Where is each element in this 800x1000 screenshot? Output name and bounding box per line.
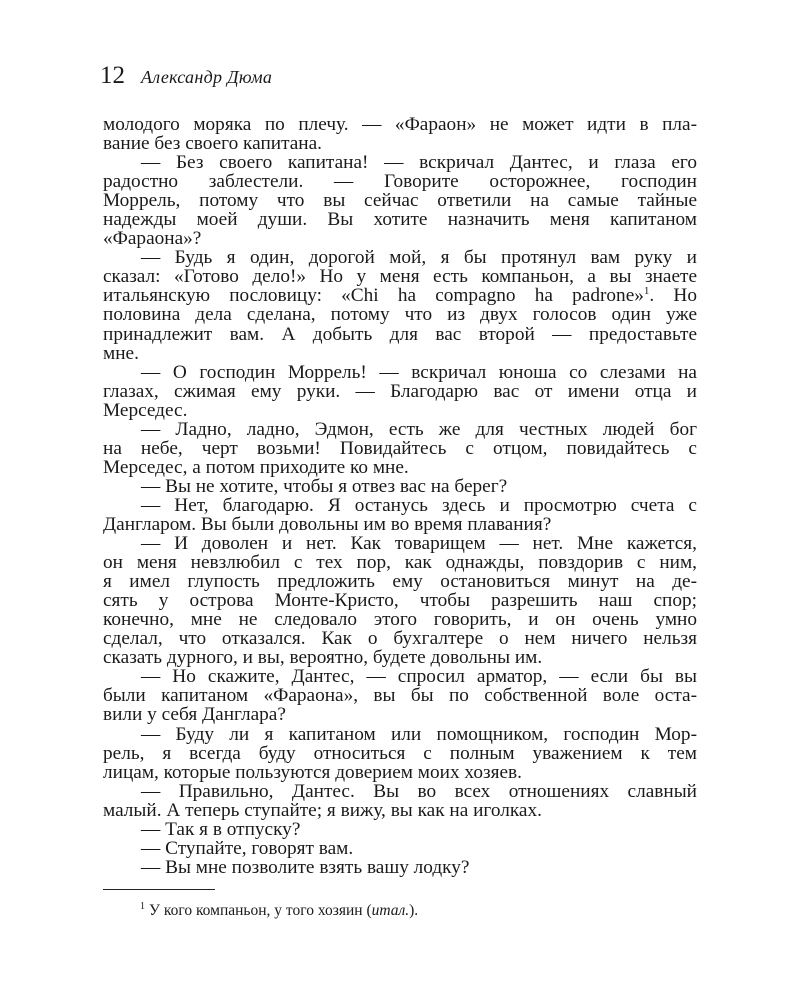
footnote [140, 902, 418, 920]
text-line: — Так я в отпуску? [141, 818, 301, 840]
paragraph [103, 496, 697, 534]
text-line: на небе, черт возьми! Повидайтесь с отцом, повидайтесь с [103, 438, 697, 458]
paragraph [103, 725, 697, 782]
text-line: Моррель, потому что вы сейчас ответили на самые тайные [103, 191, 697, 211]
text-line: сказал: «Готово дело!» Но у меня есть компаньон, а вы знаете [103, 267, 697, 287]
text-line: он меня невзлюбил с тех пор, как однажды, повздорив с ним, [103, 553, 697, 573]
paragraph [103, 667, 697, 724]
text-line: сделал, что отказался. Как о бухгалтере о нем ничего нельзя [103, 629, 697, 649]
text-line: малый. А теперь ступайте; я вижу, вы как на иголках. [103, 799, 542, 821]
text-line: рель, я всегда буду относиться с полным уважением к тем [103, 743, 697, 763]
text-line: половина дела сделана, потому что из двух голосов один уже [103, 305, 697, 325]
footnote-text: У кого компаньон, у того хозяин ( [149, 902, 372, 919]
text-line: глазах, сжимая ему руки. — Благодарю вас от имени отца и [103, 381, 697, 401]
page-number: 12 [100, 62, 125, 89]
text-line: — Но скажите, Дантес, — спросил арматор, — если бы вы [141, 667, 697, 687]
text-line [103, 286, 697, 305]
paragraph [103, 248, 697, 362]
text-line: вание без своего капитана. [103, 133, 322, 155]
text-line: сказать дурного, и вы, вероятно, будете довольны им. [103, 647, 543, 669]
paragraph [103, 477, 697, 496]
paragraph [103, 820, 697, 839]
running-head: Александр Дюма [141, 67, 273, 87]
text-line: — И доволен и нет. Как товарищем — нет. Мне кажется, [141, 534, 697, 554]
paragraph [103, 115, 697, 153]
text-line: мне. [103, 342, 139, 364]
text-line: Мерседес, а потом приходите ко мне. [103, 456, 409, 478]
text-line: — Ладно, ладно, Эдмон, есть же для честных людей бог [141, 419, 697, 439]
text-line-part: . Но [649, 286, 697, 306]
page-header [100, 62, 272, 90]
text-line: радостно заблестели. — Говорите осторожнее, господин [103, 172, 697, 192]
paragraph [103, 858, 697, 877]
paragraph [103, 534, 697, 667]
text-line: молодого моряка по плечу. — «Фараон» не может идти в пла- [103, 115, 697, 135]
footnote-reference: 1 [643, 286, 650, 298]
paragraph [103, 782, 697, 820]
text-line: надежды моей души. Вы хотите назначить меня капитаном [103, 210, 697, 230]
text-line: — Нет, благодарю. Я останусь здесь и просмотрю счета с [141, 495, 697, 515]
text-line: Дангларом. Вы были довольны им во время плавания? [103, 513, 552, 535]
footnote-divider [103, 889, 215, 890]
text-line: сять у острова Монте-Кристо, чтобы разрешить наш спор; [103, 591, 697, 611]
text-line: — О господин Моррель! — вскричал юноша со слезами на [141, 362, 697, 382]
paragraph [103, 363, 697, 420]
text-line: — Буду ли я капитаном или помощником, господин Мор- [141, 724, 697, 744]
text-line: — Ступайте, говорят вам. [141, 837, 354, 859]
text-line: лицам, которые пользуются доверием моих хозяев. [103, 761, 522, 783]
footnote-marker: 1 [140, 901, 145, 912]
text-line: — Вы мне позволите взять вашу лодку? [141, 856, 470, 878]
text-line: конечно, мне не следовало этого говорить, и он очень умно [103, 610, 697, 630]
text-line: принадлежит вам. А добыть для вас второй — предоставьте [103, 324, 697, 344]
text-line: Мерседес. [103, 399, 188, 421]
text-line: — Будь я один, дорогой мой, я бы протянул вам руку и [141, 248, 697, 268]
paragraph [103, 839, 697, 858]
footnote-close: ). [409, 902, 419, 919]
text-line: вили у себя Данглара? [103, 704, 286, 726]
paragraph [103, 153, 697, 248]
text-line: я имел глупость предложить ему остановиться минут на де- [103, 572, 697, 592]
body-text [103, 115, 697, 877]
text-line: «Фараона»? [103, 228, 202, 250]
text-line: — Вы не хотите, чтобы я отвез вас на берег? [141, 475, 508, 497]
text-line: — Правильно, Дантес. Вы во всех отношениях славный [141, 781, 697, 801]
text-line-part: итальянскую пословицу: «Chi ha compagno ha padrone» [103, 286, 644, 306]
paragraph [103, 420, 697, 477]
footnote-italic: итал. [371, 902, 410, 919]
text-line: были капитаном «Фараона», вы бы по собственной воле оста- [103, 686, 697, 706]
text-line: — Без своего капитана! — вскричал Дантес, и глаза его [141, 153, 697, 173]
